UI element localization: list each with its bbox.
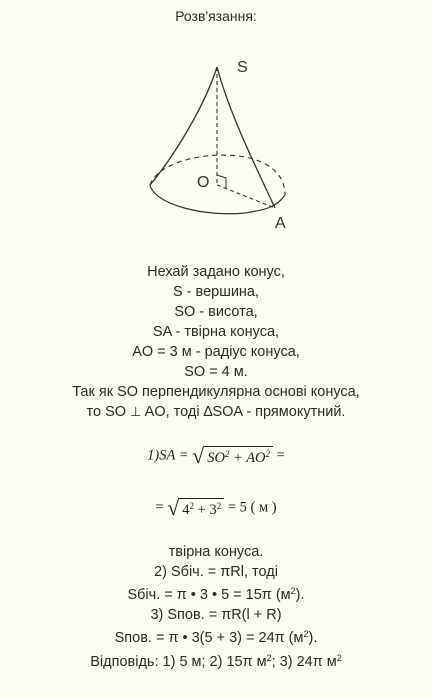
perpendicular-symbol: ⊥ [130,404,142,419]
solution-text [0,262,432,422]
text-line-8: то SO ⊥ AO, тоді ∆SOA - прямокутний. [86,404,346,420]
text-line-13: Sпов. = π • 3(5 + 3) = 24π $(м^2)$. [114,629,318,646]
text-line-4: SA - твірна конуса, [152,324,280,340]
solution-heading: Розв'язання: [175,8,257,24]
text-line-2: S - вершина, [172,284,260,300]
label-s: S [237,59,248,76]
text-line-9: твірна конуса. [168,544,264,560]
square-root: √ $4^2 + 3^2$ [167,495,224,521]
cone-left-generatrix [150,67,217,185]
text-line-12: 3) Sпов. = πR(l + R) [150,606,282,623]
text-line-5: AO = 3 м - радіус конуса, [132,344,300,360]
formula-sa: 1)SA = √ $SO^2 + AO^2$ = [147,443,285,468]
square-root: √ $SO^2 + AO^2$ [192,443,273,469]
text-line-7: Так як SO перпендикулярна основі конуса, [72,384,360,400]
answer-line: Відповідь: 1) 5 м; 2) 15π $м^2$; 3) 24π $м^2$ [90,652,342,670]
cone-drawing [135,45,305,245]
label-o: O [197,174,210,191]
text-line-3: SO - висота, [174,304,258,320]
text-line-11: Sбіч. = π • 3 • 5 = 15π $(м^2)$. [127,586,305,603]
solution-text-continued [0,543,432,672]
text-line-6: SO = 4 м. [184,364,248,380]
formula-result: = √ $4^2 + 3^2 = 5$ ( м ) [155,495,277,520]
text-line-10: 2) Sбіч. = πRl, тоді [154,563,278,580]
cone-base-front [150,185,285,214]
label-a: A [275,215,286,232]
text-line-1: Нехай задано конус, [147,264,285,280]
